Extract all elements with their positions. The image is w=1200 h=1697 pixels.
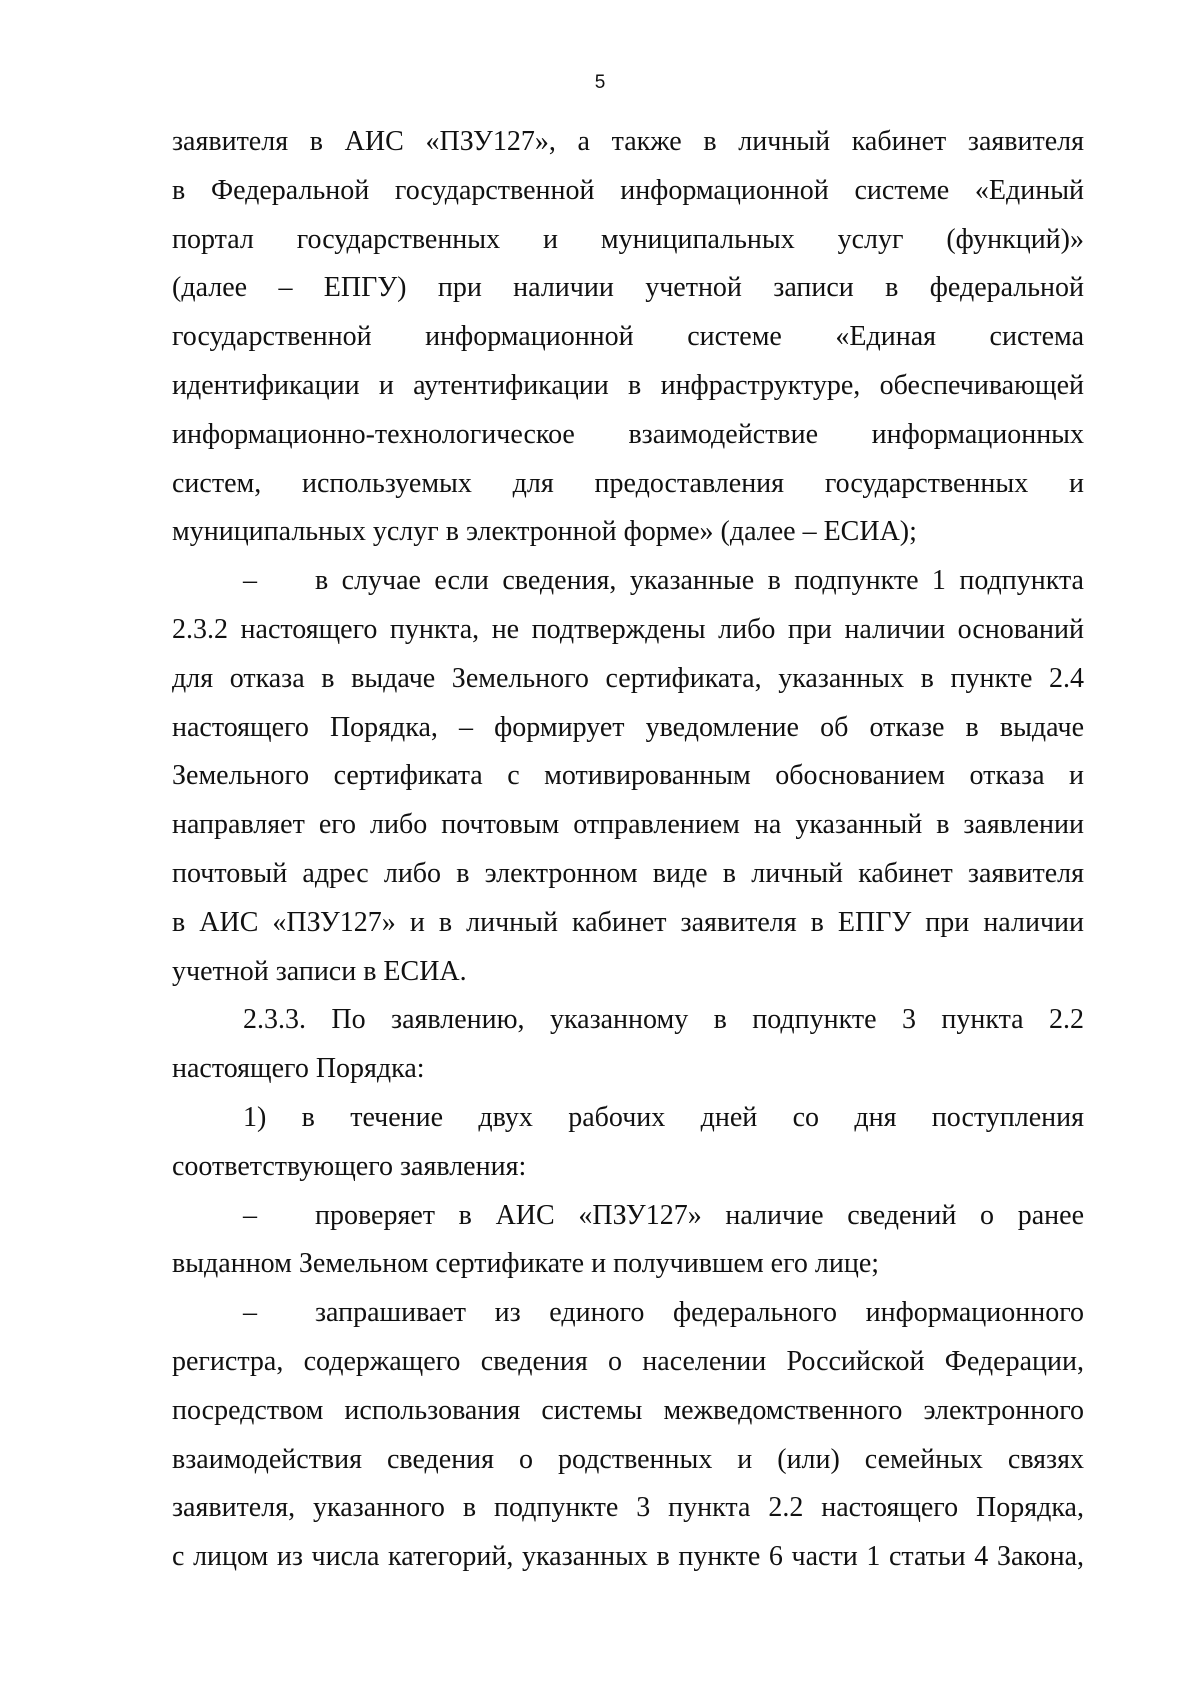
text-line: регистра, содержащего сведения о населении Российской Федерации, [172,1345,1084,1377]
text-line: государственной информационной системе «Единая система [172,321,1084,353]
dash-marker: – [243,1199,257,1231]
text-line: 2.3.2 настоящего пункта, не подтверждены либо при наличии оснований [172,613,1084,645]
text-line: выданном Земельном сертификате и получившем его лице; [172,1248,880,1280]
text-line: в случае если сведения, указанные в подпункте 1 подпункта [315,565,1084,597]
text-line: проверяет в АИС «ПЗУ127» наличие сведений о ранее [315,1199,1084,1231]
dash-marker: – [243,1297,257,1329]
text-line: муниципальных услуг в электронной форме» (далее – ЕСИА); [172,516,917,548]
text-line: с лицом из числа категорий, указанных в пункте 6 части 1 статьи 4 Закона, [172,1541,1084,1573]
text-line: направляет его либо почтовым отправлением на указанный в заявлении [172,809,1084,841]
text-line: (далее – ЕПГУ) при наличии учетной записи в федеральной [172,272,1084,304]
text-line: соответствующего заявления: [172,1150,527,1182]
text-line: информационно-технологическое взаимодействие информационных [172,418,1084,450]
dash-marker: – [243,565,257,597]
page-number: 5 [594,72,606,93]
text-line: Земельного сертификата с мотивированным обоснованием отказа и [172,760,1084,792]
section-heading-line: 2.3.3. По заявлению, указанному в подпункте 3 пункта 2.2 [243,1004,1084,1036]
text-line: в АИС «ПЗУ127» и в личный кабинет заявителя в ЕПГУ при наличии [172,906,1084,938]
text-line: настоящего Порядка: [172,1053,425,1085]
list-item-dash [172,557,1084,606]
text-line: запрашивает из единого федерального информационного [315,1297,1084,1329]
text-line: учетной записи в ЕСИА. [172,955,467,987]
numbered-item-line: 1) в течение двух рабочих дней со дня поступления [243,1101,1084,1133]
text-line: посредством использования системы межведомственного электронного [172,1394,1084,1426]
text-line: систем, используемых для предоставления государственных и [172,467,1084,499]
text-line: портал государственных и муниципальных услуг (функций)» [172,223,1084,255]
text-line: для отказа в выдаче Земельного сертификата, указанных в пункте 2.4 [172,662,1084,694]
text-line: взаимодействия сведения о родственных и (или) семейных связях [172,1443,1084,1475]
document-body [172,118,1084,1582]
text-line: идентификации и аутентификации в инфраструктуре, обеспечивающей [172,369,1084,401]
text-line: в Федеральной государственной информационной системе «Единый [172,174,1084,206]
text-line: заявителя в АИС «ПЗУ127», а также в личный кабинет заявителя [172,126,1084,157]
list-item-dash [172,1289,1084,1338]
list-item-dash [172,1192,1084,1241]
text-line: почтовый адрес либо в электронном виде в личный кабинет заявителя [172,857,1084,889]
text-line: заявителя, указанного в подпункте 3 пункта 2.2 настоящего Порядка, [172,1492,1084,1524]
text-line: настоящего Порядка, – формирует уведомление об отказе в выдаче [172,711,1084,743]
